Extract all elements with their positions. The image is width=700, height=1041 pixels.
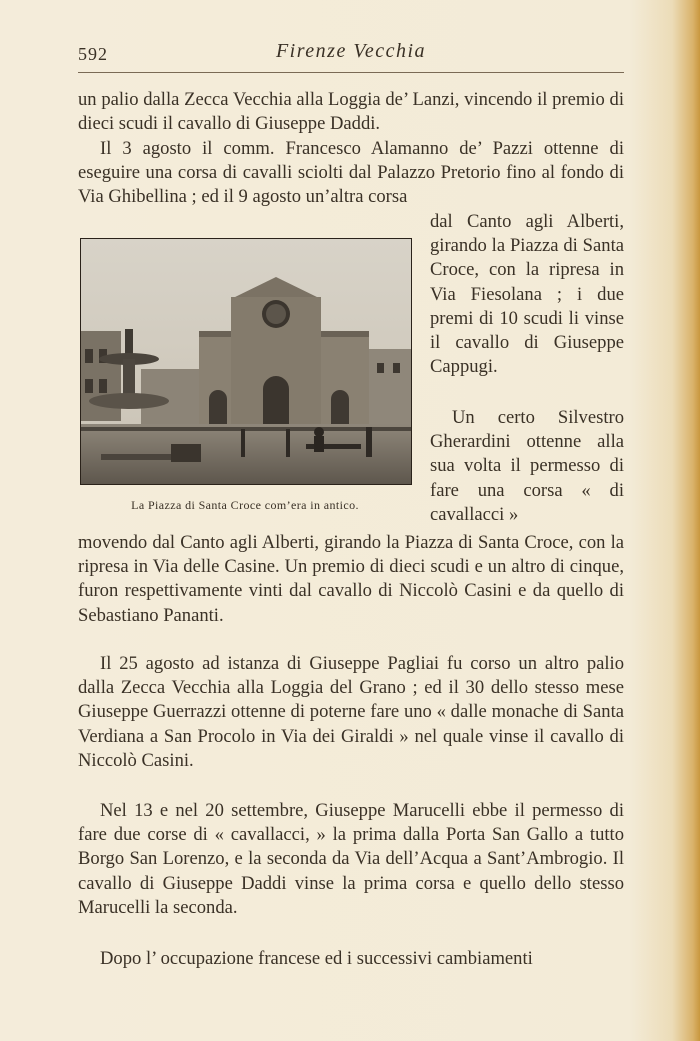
page-number: 592 xyxy=(78,44,108,64)
paragraph-4: Il 25 agosto ad istanza di Giuseppe Pagliai fu corso un altro palio dalla Zecca Vecchia alla Loggia del Grano ; ed il 30 dello stesso mese Giuseppe Guerrazzi ottenne di poterne fare uno « dalle monache di Santa Verdiana a San Procolo in Via dei Giraldi » nel quale vinse il cavallo di Niccolò Casini. xyxy=(78,653,624,771)
paragraph-2: Il 3 agosto il comm. Francesco Alamanno de’ Pazzi ottenne di eseguire una corsa di cavalli sciolti dal Palazzo Pretorio fino al fondo di Via Ghibellina ; ed il 9 agosto un’altra corsa xyxy=(78,138,624,208)
church-engraving-image xyxy=(81,239,411,484)
figure-caption: La Piazza di Santa Croce com’era in antico. xyxy=(131,498,359,512)
paragraph-6: Dopo l’ occupazione francese ed i successivi cambiamenti xyxy=(100,948,533,969)
paragraph-3-continued: movendo dal Canto agli Alberti, girando la Piazza di Santa Croce, con la ripresa in Via delle Casine. Un premio di dieci scudi e un altro di cinque, furon respettivamente vinti dal cavallo di Niccolò Casini e da quello di Sebastiano Pananti. xyxy=(78,532,624,626)
paragraph-2-continued: dal Canto agli Alberti, girando la Piazza di Santa Croce, con la ripresa in Via Fiesolana ; i due premi di 10 scudi li vinse il cavallo di Giuseppe Cappugi. xyxy=(430,211,624,378)
paragraph-5: Nel 13 e nel 20 settembre, Giuseppe Marucelli ebbe il permesso di fare due corse di « cavallacci, » la prima dalla Porta San Gallo a tutto Borgo San Lorenzo, e la seconda da Via dell’Acqua a Sant’Ambrogio. Il cavallo di Giuseppe Daddi vinse la prima corsa e quello dello stesso Marucelli la seconda. xyxy=(78,800,624,918)
figure-piazza-santa-croce xyxy=(80,238,412,485)
running-title: Firenze Vecchia xyxy=(275,40,427,62)
paragraph-3: Un certo Silvestro Gherardini ottenne alla sua volta il permesso di fare una corsa « di cavallacci » xyxy=(430,407,624,525)
page-header xyxy=(78,38,624,73)
paragraph-1: un palio dalla Zecca Vecchia alla Loggia de’ Lanzi, vincendo il premio di dieci scudi il cavallo di Giuseppe Daddi. xyxy=(78,89,624,135)
